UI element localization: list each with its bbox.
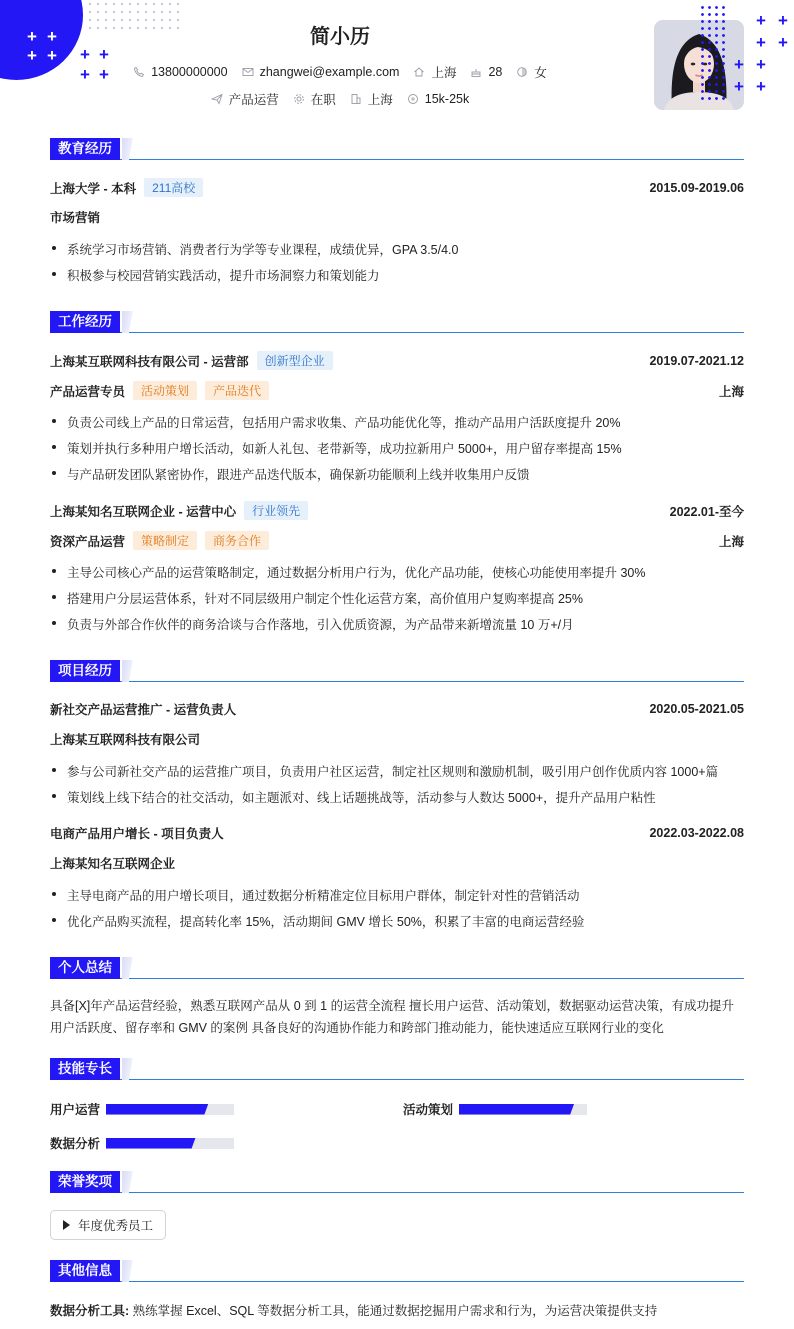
skill-bar [106, 1104, 234, 1115]
project-entry-header [50, 700, 744, 718]
section-title-tail [122, 1171, 136, 1193]
work-city: 上海 [718, 384, 744, 399]
email-text[interactable]: zhangwei@example.com [259, 65, 400, 79]
role-tag: 产品迭代 [205, 381, 269, 400]
project-org: 上海某互联网科技有限公司 [50, 733, 201, 747]
education-entry-header [50, 178, 744, 197]
awards-section-title: 荣誉奖项 [50, 1171, 120, 1193]
skill-level-fill [106, 1138, 196, 1149]
project-title: 电商产品用户增长 - 项目负责人 [50, 827, 224, 841]
skill-level-fill [106, 1104, 208, 1115]
section-title-tail [122, 138, 136, 160]
skill-item [50, 1134, 234, 1152]
mail-icon [242, 66, 254, 78]
work-entry-header [50, 351, 744, 370]
skill-name: 数据分析 [50, 1137, 101, 1151]
target-position-text: 产品运营 [228, 93, 279, 107]
play-icon [63, 1220, 70, 1230]
target-city-item [350, 90, 393, 108]
plus-decoration: + [734, 77, 744, 96]
salary-text: 15k-25k [424, 92, 470, 106]
list-item: 策划并执行多种用户增长活动，如新人礼包、老带新等，成功拉新用户 5000+，用户留存率提高 15% [50, 439, 744, 457]
other-section-title: 其他信息 [50, 1260, 120, 1282]
skill-bar [106, 1138, 234, 1149]
work-entry-header [50, 501, 744, 520]
role-tag: 商务合作 [205, 531, 269, 550]
other-info-row [50, 1301, 744, 1319]
award-name: 年度优秀员工 [78, 1219, 154, 1233]
work-date: 2019.07-2021.12 [649, 353, 744, 368]
role-title: 资深产品运营 [50, 534, 126, 549]
project-date: 2020.05-2021.05 [649, 702, 744, 716]
list-item: 策划线上线下结合的社交活动，如主题派对、线上话题挑战等，活动参与人数达 5000+，提升产品用户粘性 [50, 788, 744, 806]
skill-item [403, 1100, 587, 1118]
other-info-label: 数据分析工具: [50, 1304, 130, 1318]
project-date: 2022.03-2022.08 [649, 826, 744, 840]
plus-decoration: + [47, 27, 57, 46]
summary-section-title: 个人总结 [50, 957, 120, 979]
education-date: 2015.09-2019.06 [649, 180, 744, 195]
cake-icon [470, 66, 482, 78]
plus-decoration: + [99, 45, 109, 64]
plus-decoration: + [756, 55, 766, 74]
plus-decoration: + [80, 45, 90, 64]
target-city-text: 上海 [367, 93, 393, 107]
project-title: 新社交产品运营推广 - 运营负责人 [50, 703, 237, 717]
list-item: 与产品研发团队紧密协作，跟进产品迭代版本，确保新功能顺利上线并收集用户反馈 [50, 465, 744, 483]
project-org-row [50, 854, 744, 872]
role-tag: 策略制定 [133, 531, 197, 550]
gender-item [516, 63, 547, 81]
plus-decoration: + [47, 46, 57, 65]
candidate-name: 简小历 [310, 26, 370, 48]
age-item [470, 65, 502, 79]
job-intent-row [0, 90, 680, 108]
plus-decoration: + [756, 11, 766, 30]
section-title-tail [122, 660, 136, 682]
section-title-tail [122, 957, 136, 979]
plus-decoration: + [27, 46, 37, 65]
plus-decoration: + [80, 65, 90, 84]
target-position-item [211, 90, 279, 108]
company-tag: 行业领先 [244, 501, 308, 520]
school-tag: 211高校 [144, 178, 203, 197]
contact-row [0, 63, 680, 84]
work-section-header [50, 311, 744, 333]
location-text: 上海 [431, 66, 457, 80]
skills-section-header [50, 1058, 744, 1080]
home-icon [413, 66, 425, 78]
education-section-title: 教育经历 [50, 138, 120, 160]
age-text: 28 [488, 65, 503, 79]
company-name: 上海某互联网科技有限公司 - 运营部 [50, 354, 249, 369]
gender-text: 女 [534, 66, 547, 80]
email-item[interactable] [242, 65, 400, 79]
plus-decoration: + [734, 55, 744, 74]
company-name: 上海某知名互联网企业 - 运营中心 [50, 504, 237, 519]
projects-section-header [50, 660, 744, 682]
list-item: 参与公司新社交产品的运营推广项目，负责用户社区运营，制定社区规则和激励机制，吸引用户创作优质内容 1000+篇 [50, 762, 744, 780]
phone-icon [133, 66, 145, 78]
awards-section-header [50, 1171, 744, 1193]
project-entry-header [50, 824, 744, 842]
education-section-header [50, 138, 744, 160]
skill-bar [459, 1104, 587, 1115]
list-item: 系统学习市场营销、消费者行为学等专业课程，成绩优异，GPA 3.5/4.0 [50, 240, 744, 258]
section-title-tail [122, 311, 136, 333]
building-icon [350, 93, 362, 105]
gender-icon [516, 66, 528, 78]
list-item: 优化产品购买流程，提高转化率 15%，活动期间 GMV 增长 50%，积累了丰富的电商运营经验 [50, 912, 744, 930]
section-title-tail [122, 1260, 136, 1282]
skill-name: 活动策划 [403, 1103, 454, 1117]
skills-section-title: 技能专长 [50, 1058, 120, 1080]
work-role-row [50, 531, 744, 550]
role-tag: 活动策划 [133, 381, 197, 400]
send-icon [211, 93, 223, 105]
summary-section-header [50, 957, 744, 979]
list-item: 主导电商产品的用户增长项目，通过数据分析精准定位目标用户群体，制定针对性的营销活动 [50, 886, 744, 904]
summary-text: 具备[X]年产品运营经验，熟悉互联网产品从 0 到 1 的运营全流程 擅长用户运营、活动策划，数据驱动运营决策，有成功提升用户活跃度、留存率和 GMV 的案例 具备良好的沟通协作能力和跨部门推动能力，能快速适应互联网行业的变化 [50, 999, 735, 1035]
status-item [293, 90, 336, 108]
list-item: 搭建用户分层运营体系，针对不同层级用户制定个性化运营方案，高价值用户复购率提高 25% [50, 589, 744, 607]
section-title-tail [122, 1058, 136, 1080]
plus-decoration: + [99, 65, 109, 84]
work-role-row [50, 381, 744, 400]
education-major-row [50, 208, 744, 226]
plus-decoration: + [756, 33, 766, 52]
coin-icon [407, 93, 419, 105]
work-section-title: 工作经历 [50, 311, 120, 333]
project-org: 上海某知名互联网企业 [50, 857, 176, 871]
list-item: 负责公司线上产品的日常运营，包括用户需求收集、产品功能优化等，推动产品用户活跃度提升 20% [50, 413, 744, 431]
other-section-header [50, 1260, 744, 1282]
gear-icon [293, 93, 305, 105]
salary-item [407, 92, 469, 106]
skill-name: 用户运营 [50, 1103, 101, 1117]
location-item [413, 63, 456, 81]
role-title: 产品运营专员 [50, 384, 126, 399]
list-item: 负责与外部合作伙伴的商务洽谈与合作落地，引入优质资源，为产品带来新增流量 10 万+/月 [50, 615, 744, 633]
phone-item [133, 65, 227, 79]
plus-decoration: + [778, 11, 788, 30]
phone-text: 13800000000 [151, 65, 228, 79]
award-item[interactable] [50, 1210, 166, 1240]
work-date: 2022.01-至今 [669, 504, 744, 519]
status-text: 在职 [310, 93, 336, 107]
major-name: 市场营销 [50, 211, 101, 225]
list-item: 积极参与校园营销实践活动，提升市场洞察力和策划能力 [50, 266, 744, 284]
skill-item [50, 1100, 234, 1118]
projects-section-title: 项目经历 [50, 660, 120, 682]
plus-decoration: + [27, 27, 37, 46]
skill-level-fill [459, 1104, 574, 1115]
work-city: 上海 [718, 534, 744, 549]
project-org-row [50, 730, 744, 748]
other-info-text: 熟练掌握 Excel、SQL 等数据分析工具，能通过数据挖掘用户需求和行为，为运营决策提供支持 [132, 1304, 658, 1318]
plus-decoration: + [756, 77, 766, 96]
dot-grid-decoration [699, 4, 729, 100]
school-name: 上海大学 - 本科 [50, 181, 137, 196]
company-tag: 创新型企业 [257, 351, 333, 370]
list-item: 主导公司核心产品的运营策略制定，通过数据分析用户行为，优化产品功能，使核心功能使用率提升 30% [50, 563, 744, 581]
plus-decoration: + [778, 33, 788, 52]
